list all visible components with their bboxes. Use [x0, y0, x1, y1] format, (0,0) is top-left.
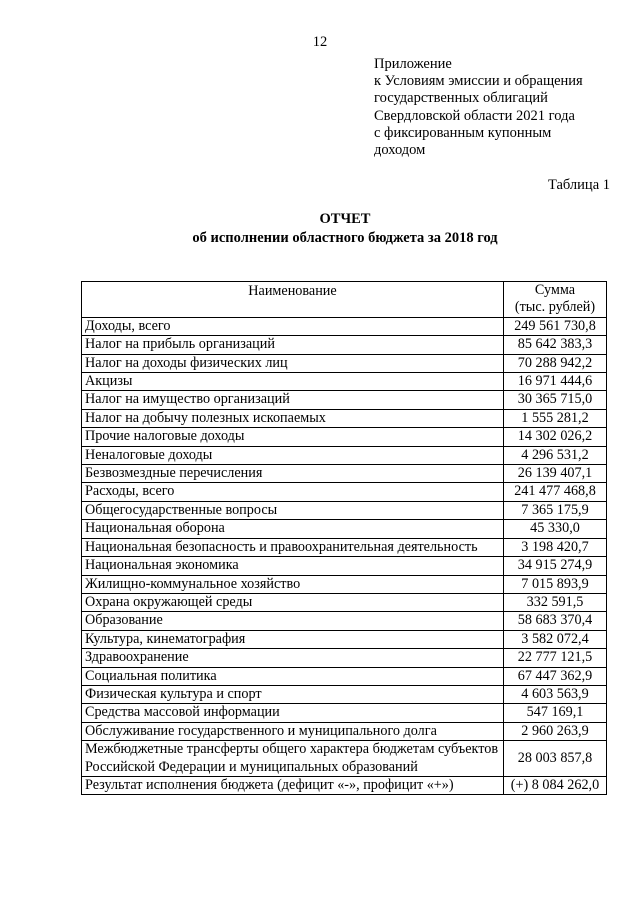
- table-row: [82, 373, 607, 391]
- row-amount: 28 003 857,8: [504, 741, 607, 777]
- row-amount: 22 777 121,5: [504, 649, 607, 667]
- table-row: [82, 336, 607, 354]
- header-name: Наименование: [82, 282, 504, 318]
- row-amount: 249 561 730,8: [504, 317, 607, 335]
- table-row: [82, 520, 607, 538]
- table-row: [82, 538, 607, 556]
- table-row: [82, 391, 607, 409]
- header-sum-title: Сумма: [534, 282, 576, 298]
- row-amount: 14 302 026,2: [504, 428, 607, 446]
- table-row: [82, 465, 607, 483]
- table-body: [82, 317, 607, 795]
- row-name: Физическая культура и спорт: [82, 685, 504, 703]
- appendix-line: к Условиям эмиссии и обращения: [374, 73, 583, 90]
- row-name: Безвозмездные перечисления: [82, 465, 504, 483]
- table-row: [82, 593, 607, 611]
- row-amount: 3 198 420,7: [504, 538, 607, 556]
- table-row: [82, 575, 607, 593]
- row-amount: 45 330,0: [504, 520, 607, 538]
- table-row: [82, 630, 607, 648]
- row-amount: 1 555 281,2: [504, 409, 607, 427]
- table-row: [82, 483, 607, 501]
- appendix-note: [374, 56, 583, 159]
- row-name: Результат исполнения бюджета (дефицит «-», профицит «+»): [82, 776, 504, 794]
- table-row: [82, 776, 607, 794]
- row-name: Налог на доходы физических лиц: [82, 354, 504, 372]
- table-row: [82, 428, 607, 446]
- row-name: Доходы, всего: [82, 317, 504, 335]
- table-row: [82, 741, 607, 777]
- row-amount: 4 296 531,2: [504, 446, 607, 464]
- table-row: [82, 704, 607, 722]
- row-amount: 34 915 274,9: [504, 557, 607, 575]
- row-amount: 7 015 893,9: [504, 575, 607, 593]
- row-amount: 7 365 175,9: [504, 501, 607, 519]
- row-name: Образование: [82, 612, 504, 630]
- row-amount: 70 288 942,2: [504, 354, 607, 372]
- row-amount: 58 683 370,4: [504, 612, 607, 630]
- table-row: [82, 501, 607, 519]
- appendix-line: государственных облигаций: [374, 90, 548, 107]
- appendix-line: Свердловской области 2021 года: [374, 107, 575, 124]
- table-row: [82, 722, 607, 740]
- budget-table: [81, 281, 607, 795]
- row-amount: 16 971 444,6: [504, 373, 607, 391]
- header-sum-unit: (тыс. рублей): [514, 299, 596, 316]
- row-name: Обслуживание государственного и муниципального долга: [82, 722, 504, 740]
- row-name: Акцизы: [82, 373, 504, 391]
- row-amount: 30 365 715,0: [504, 391, 607, 409]
- row-amount: 26 139 407,1: [504, 465, 607, 483]
- row-name: Неналоговые доходы: [82, 446, 504, 464]
- row-name: Налог на добычу полезных ископаемых: [82, 409, 504, 427]
- row-amount: 2 960 263,9: [504, 722, 607, 740]
- page-number: 12: [312, 34, 328, 50]
- row-amount: 3 582 072,4: [504, 630, 607, 648]
- row-name: Межбюджетные трансферты общего характера бюджетам субъектов Российской Федерации и муниципальных образований: [82, 741, 504, 777]
- table-row: [82, 354, 607, 372]
- table-row: [82, 649, 607, 667]
- row-name: Социальная политика: [82, 667, 504, 685]
- row-name: Средства массовой информации: [82, 704, 504, 722]
- row-amount: (+) 8 084 262,0: [504, 776, 607, 794]
- table-row: [82, 667, 607, 685]
- table-row: [82, 685, 607, 703]
- report-subtitle: об исполнении областного бюджета за 2018 год: [192, 230, 498, 246]
- table-row: [82, 446, 607, 464]
- appendix-line: доходом: [374, 142, 426, 159]
- appendix-line: с фиксированным купонным: [374, 124, 552, 141]
- row-name: Расходы, всего: [82, 483, 504, 501]
- row-amount: 67 447 362,9: [504, 667, 607, 685]
- row-name: Здравоохранение: [82, 649, 504, 667]
- row-name: Жилищно-коммунальное хозяйство: [82, 575, 504, 593]
- header-sum: [504, 282, 607, 318]
- row-amount: 547 169,1: [504, 704, 607, 722]
- table-row: [82, 557, 607, 575]
- row-name: Охрана окружающей среды: [82, 593, 504, 611]
- row-name: Общегосударственные вопросы: [82, 501, 504, 519]
- row-name: Национальная экономика: [82, 557, 504, 575]
- table-row: [82, 409, 607, 427]
- row-amount: 332 591,5: [504, 593, 607, 611]
- report-title: ОТЧЕТ: [319, 211, 371, 227]
- table-row: [82, 612, 607, 630]
- row-amount: 241 477 468,8: [504, 483, 607, 501]
- row-name: Национальная оборона: [82, 520, 504, 538]
- row-name: Культура, кинематография: [82, 630, 504, 648]
- row-name: Прочие налоговые доходы: [82, 428, 504, 446]
- row-name: Налог на имущество организаций: [82, 391, 504, 409]
- row-amount: 85 642 383,3: [504, 336, 607, 354]
- table-row: [82, 317, 607, 335]
- table-header-row: [82, 282, 607, 318]
- appendix-line: Приложение: [374, 56, 452, 72]
- row-name: Налог на прибыль организаций: [82, 336, 504, 354]
- table-label: Таблица 1: [547, 177, 610, 193]
- row-amount: 4 603 563,9: [504, 685, 607, 703]
- row-name: Национальная безопасность и правоохранительная деятельность: [82, 538, 504, 556]
